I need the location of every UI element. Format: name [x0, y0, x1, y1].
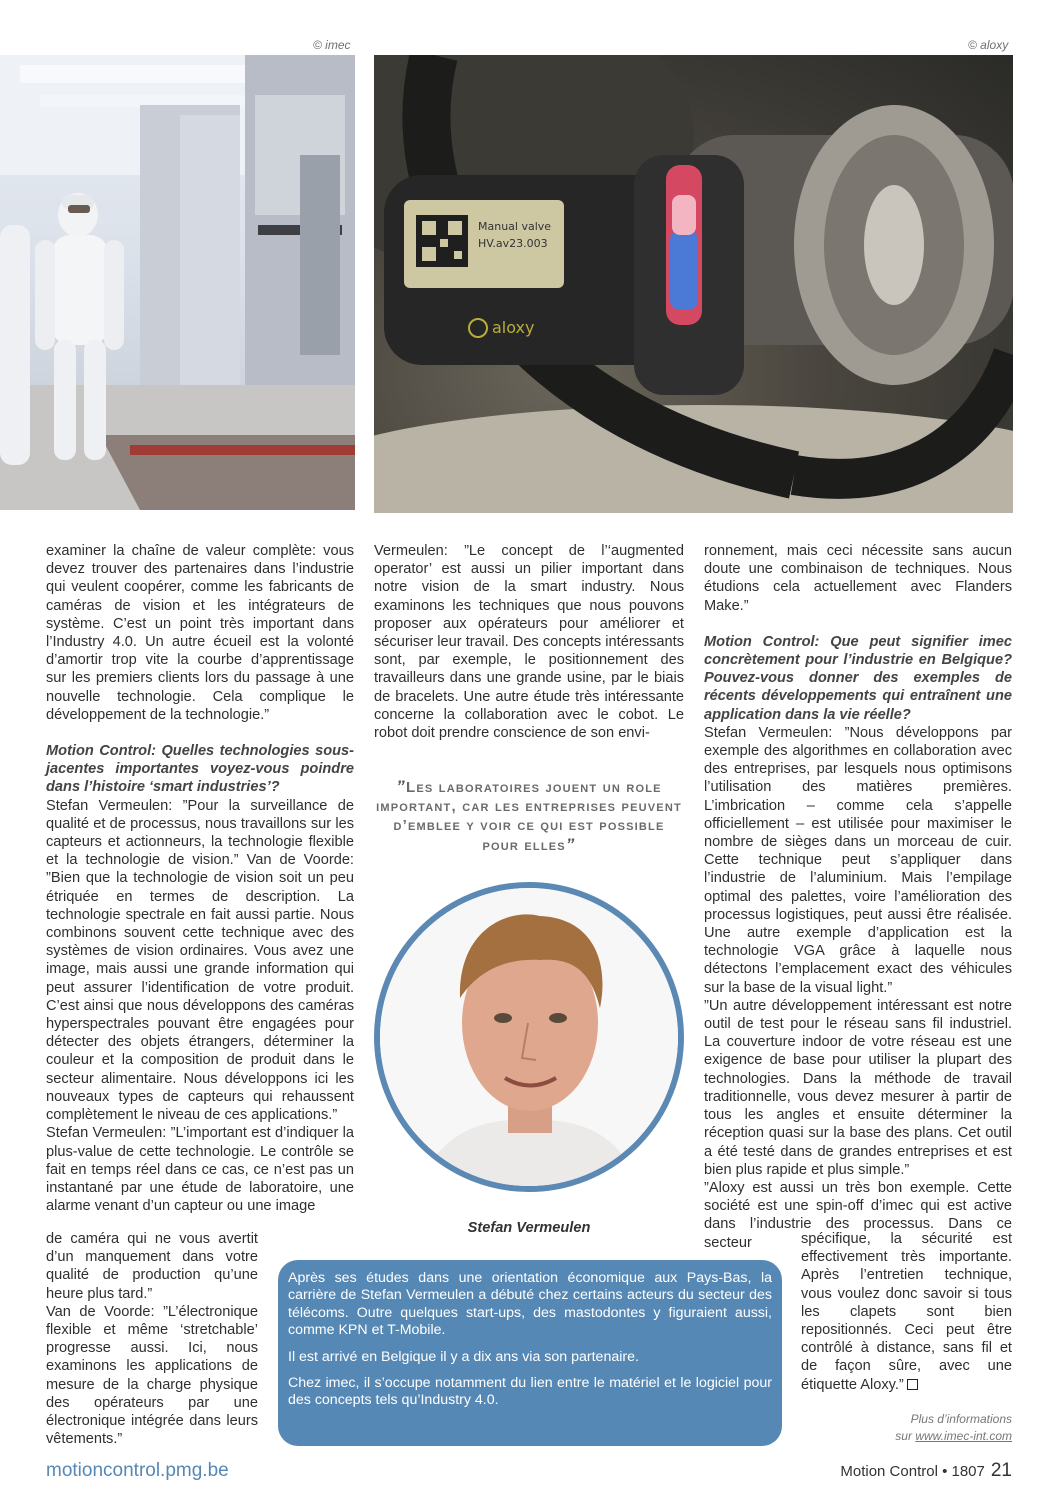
photo-credit-imec: © imec: [313, 38, 351, 52]
col1-paragraph-2: Stefan Vermeulen: ”Pour la surveillance de qualité et de processus, nous travaillons sur les capteurs et actionneurs, la technologie flexible et la technologie de vision.” Van de Voorde: ”Bien que la technologie de vision soit un peu étriquée en termes de description. La technologie spectrale en fait aussi partie. Nous combinons souvent cette technique avec des systèmes de vision ordinaires. Vous avez une image, mais aussi une grande information qui peut assurer l’identification de votre produit. C’est ainsi que nous développons des caméras hyperspectrales pouvant être engagées pour détecter des objets étrangers, déterminer la couleur et la composition de produit dans le secteur alimentaire. Nous développons ici les nouveaux types de capteurs qui rehaussent complètement le niveau de ces applications.”: [46, 797, 354, 1124]
col1-paragraph-4: de caméra qui ne vous avertit d’un manquement dans votre qualité de production qu’une heure plus tard.”: [46, 1231, 258, 1302]
device-label-line2: HV.av23.003: [478, 237, 548, 250]
bio-paragraph-1: Après ses études dans une orientation économique aux Pays-Bas, la carrière de Stefan Vermeulen a débuté chez certains acteurs du secteur des télécoms. Outre quelques start-ups, des mastodontes y figuraient aussi, comme KPN et T-Mobile.: [288, 1270, 772, 1339]
portrait-photo: [374, 882, 684, 1192]
page-number: 21: [990, 1460, 1012, 1481]
pull-quote: [374, 777, 684, 855]
bio-box: [278, 1260, 782, 1446]
device-label-line1: Manual valve: [478, 220, 552, 233]
col1-question: Motion Control: Quelles technologies sous-jacentes importantes voyez-vous poindre dans l’histoire ‘smart industries’?: [46, 743, 354, 796]
pull-quote-close-mark: ”: [565, 835, 576, 854]
more-info-label: Plus d’informations: [910, 1412, 1012, 1426]
col3-paragraph-5: [801, 1230, 1012, 1394]
column-3: [704, 542, 1012, 1252]
portrait-caption: Stefan Vermeulen: [467, 1220, 591, 1236]
photo-credit-aloxy: © aloxy: [968, 38, 1009, 52]
aloxy-device-illustration: [374, 55, 1013, 513]
col1-paragraph-5: Van de Voorde: ”L’électronique flexible et même ‘stretchable’ progresse aussi. Ici, nous examinons les applications de mesure de la charge physique des opérateurs par une électronique intégrée dans leurs vêtements.”: [46, 1303, 258, 1448]
end-of-article-box-icon: [907, 1379, 918, 1390]
footer-page-info: [840, 1460, 1012, 1482]
column-1: [46, 542, 354, 1215]
aloxy-device-photo: [374, 55, 1013, 513]
col3-paragraph-5-text: spécifique, la sécurité est effectivement très importante. Après l’entretien technique, vous voulez donc savoir si tous les clapets sont bien repositionnés. Ceci peut être contrôlé à distance, sans fil et de façon sûre, avec une étiquette Aloxy.”: [801, 1231, 1012, 1393]
bio-paragraph-2: Il est arrivé en Belgique il y a dix ans via son partenaire.: [288, 1348, 639, 1365]
more-info-line: [895, 1428, 1012, 1445]
col3-question: Motion Control: Que peut signifier imec concrètement pour l’industrie en Belgique? Pouvez-vous donner des exemples de récents développements qui entraînent une application dans la vie réelle?: [704, 633, 1012, 723]
device-brand-logo: aloxy: [492, 318, 535, 337]
more-info-link[interactable]: www.imec-int.com: [915, 1429, 1012, 1443]
col1-paragraph-1: examiner la chaîne de valeur complète: vous devez trouver des partenaires dans l’industrie qui veulent coopérer, comme les fabricants de caméras de vision et les intégrateurs de système. C’est un point très important dans l’Industry 4.0. Un autre écueil est la volonté d’amortir trop vite la courbe d’apprentissage sur les premiers clients lors du passage à une nouvelle technologie. Cela complique le développement de la technologie.”: [46, 543, 354, 723]
cleanroom-photo: [0, 55, 355, 510]
column-2: [374, 542, 684, 742]
col3-paragraph-1: ronnement, mais ceci nécessite sans aucun doute une combinaison de techniques. Nous étudions cela actuellement avec Flanders Make.”: [704, 543, 1012, 614]
pull-quote-open-mark: ”: [396, 777, 406, 796]
bio-paragraph-3: Chez imec, il s’occupe notamment du lien entre le matériel et le logiciel pour des concepts tels qu’Industry 4.0.: [288, 1375, 772, 1409]
more-info-prefix: sur: [895, 1429, 916, 1443]
footer-site[interactable]: motioncontrol.pmg.be: [46, 1460, 229, 1481]
footer-magazine: Motion Control • 1807: [840, 1463, 985, 1480]
portrait-illustration: [380, 888, 678, 1186]
col2-paragraph-1: Vermeulen: ”Le concept de l’‘augmented operator’ est aussi un pilier important dans notre vision de la smart industry. Nous examinons les techniques que nous pouvons proposer aux opérateurs pour améliorer et sécuriser leur travail. Des concepts intéressants sont, par exemple, le positionnement des travailleurs dans une grande usine, par le biais de bracelets. Une autre étude très intéressante concerne la collaboration avec le cobot. Le robot doit prendre conscience de son envi-: [374, 543, 684, 742]
column-3-continued: [801, 1230, 1012, 1394]
col1-paragraph-3: Stefan Vermeulen: ”L’important est d’indiquer la plus-value de cette technologie. Le contrôle se fait en temps réel dans ce cas, ce n’est pas un instantané par une étude de laboratoire, une alarme venant d’un capteur ou une image: [46, 1125, 354, 1215]
pull-quote-text: Les laboratoires jouent un role important, car les entreprises peuvent d’emblee y voir ce qui est possible pour elles: [376, 779, 682, 854]
col3-paragraph-3: ”Un autre développement intéressant est notre outil de test pour le réseau sans fil industriel. La couverture indoor de votre réseau est une exigence de base pour utiliser la plupart des technologies. Dans la méthode de travail traditionnelle, vous devez mesurer à partir de tous les angles et ensuite déterminer la réception quasi sur la base des plans. Cet outil a été testé dans de grandes entreprises et est bien plus rapide et plus simple.”: [704, 997, 1012, 1178]
cleanroom-illustration: [0, 55, 355, 510]
more-info: [895, 1411, 1012, 1445]
column-1-continued: [46, 1230, 258, 1448]
col3-paragraph-4: ”Aloxy est aussi un très bon exemple. Cette société est une spin-off d’imec qui est active dans l’industrie des processus. Dans ce secteur: [704, 1179, 1012, 1251]
col3-paragraph-2: Stefan Vermeulen: ”Nous développons par exemple des algorithmes en collaboration avec des entreprises, par lesquels nous optimisons l’utilisation des matières premières. L’imbrication – comme cela s’appelle officiellement – est utilisée pour maximiser le nombre de sièges dans un morceau de cuir. Cette technique peut s’appliquer dans l’industrie de l’aluminium. Mais l’empilage optimal des palettes, voire l’amélioration des processus logistiques, peut aussi être réalisée. Une autre exemple d’application est la technologie VGA grâce à laquelle nous détectons l’emplacement exact des véhicules sur la base de la visual light.”: [704, 724, 1012, 996]
